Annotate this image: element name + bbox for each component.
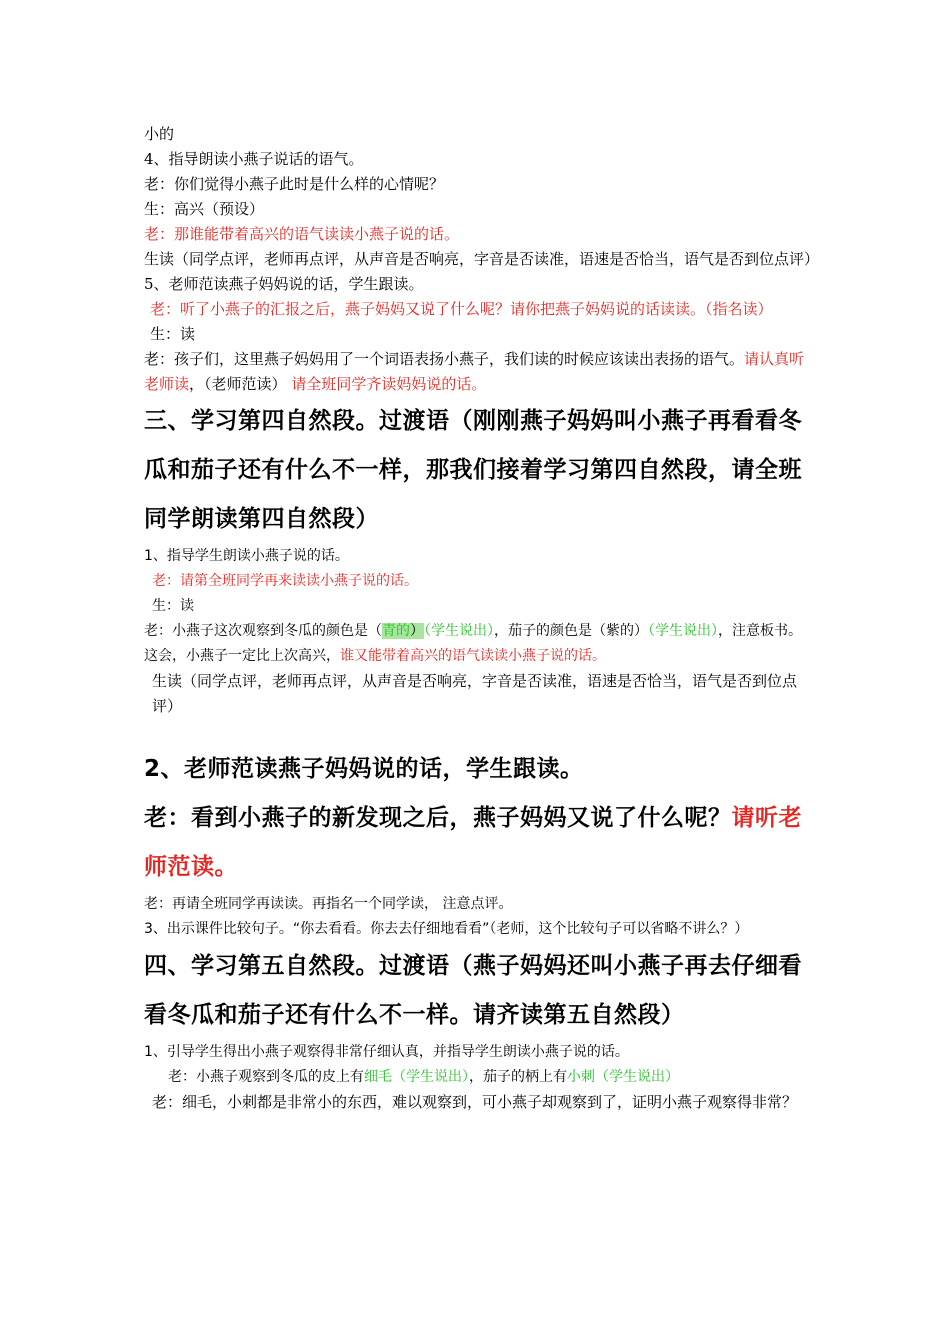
student-line: 生：读 (152, 598, 194, 614)
step-heading: 5、老师范读燕子妈妈说的话，学生跟读。 (144, 275, 424, 293)
teacher-line-large (144, 794, 814, 892)
teacher-line: 老：你们觉得小燕子此时是什么样的心情呢？ (144, 175, 445, 193)
text-line: 小的 (144, 125, 175, 143)
text-run-red: 请听老师范读。 (144, 805, 802, 880)
step-heading: 4、指导朗读小燕子说话的语气。 (144, 150, 364, 168)
teacher-line: 老：细毛，小刺都是非常小的东西，难以观察到，可小燕子却观察到了，证明小燕子观察得非常？ (152, 1093, 798, 1111)
text-run: 老：孩子们，这里燕子妈妈用了一个词语表扬小燕子，我们读的时候应该读出表扬的语气。 (144, 350, 745, 368)
teacher-line-highlight: 老：请第全班同学再来读读小燕子说的话。 (152, 573, 418, 589)
teacher-line: 老：再请全班同学再读读。再指名一个同学读， 注意点评。 (144, 896, 513, 912)
text-run: 老：小燕子这次观察到冬瓜的颜色是（ (144, 623, 382, 639)
section-heading: 三、学习第四自然段。过渡语（刚刚燕子妈妈叫小燕子再看看冬瓜和茄子还有什么不一样，那我们接着学习第四自然段，请全班同学朗读第四自然段） (144, 408, 802, 532)
text-run: ，茄子的柄上有 (469, 1069, 567, 1085)
text-run-green: 小刺（学生说出） (567, 1069, 679, 1085)
text-run-red: 请全班同学齐读妈妈说的话。 (291, 375, 487, 393)
teacher-paragraph (144, 347, 814, 397)
teacher-line-highlight: 老：那谁能带着高兴的语气读读小燕子说的话。 (144, 225, 460, 243)
text-run: ，茄子的颜色是（紫的） (494, 623, 648, 639)
step-heading: 1、引导学生得出小燕子观察得非常仔细认真，并指导学生朗读小燕子说的话。 (144, 1044, 629, 1060)
student-line: 生读（同学点评，老师再点评，从声音是否响亮，字音是否读准，语速是否恰当，语气是否到位点评） (152, 672, 798, 715)
text-run-red: 请认真听老师读 (144, 350, 805, 393)
teacher-line-highlight: 老：听了小燕子的汇报之后，燕子妈妈又说了什么呢？请你把燕子妈妈说的话读读。（指名读） (150, 300, 773, 318)
section-subheading: 2、老师范读燕子妈妈说的话，学生跟读。 (144, 756, 584, 782)
answer-highlight: 青的 (382, 623, 410, 639)
step-heading: 3、出示课件比较句子。“你去看看。你去去仔细地看看”（老师，这个比较句子可以省略不讲么？） (144, 921, 749, 937)
section-heading: 四、学习第五自然段。过渡语（燕子妈妈还叫小燕子再去仔细看看冬瓜和茄子还有什么不一样。请齐读第五自然段） (144, 953, 802, 1028)
student-line: 生读（同学点评，老师再点评，从声音是否响亮，字音是否读准，语速是否恰当，语气是否到位点评） (144, 250, 820, 268)
text-run: ，（老师范读） (189, 375, 287, 393)
text-run-green: （学生说出） (648, 623, 718, 639)
text-run-red: 谁又能带着高兴的语气读读小燕子说的话。 (340, 648, 606, 664)
teacher-paragraph (144, 619, 814, 669)
text-run: 老：小燕子观察到冬瓜的皮上有 (168, 1069, 364, 1085)
spacer (144, 719, 814, 745)
text-run-green: 细毛（学生说出） (364, 1069, 469, 1085)
text-run: 老：看到小燕子的新发现之后，燕子妈妈又说了什么呢？ (144, 805, 732, 831)
student-line: 生：读 (150, 325, 196, 343)
document-page (144, 122, 820, 1115)
teacher-paragraph (144, 1065, 814, 1090)
step-heading: 1、指导学生朗读小燕子说的话。 (144, 548, 349, 564)
text-run: ，注意板书。这会，小燕子一定比上次高兴， (144, 623, 802, 664)
student-line: 生：高兴（预设） (144, 200, 265, 218)
text-run-green: （学生说出） (424, 623, 494, 639)
text-run: ） (410, 623, 424, 639)
